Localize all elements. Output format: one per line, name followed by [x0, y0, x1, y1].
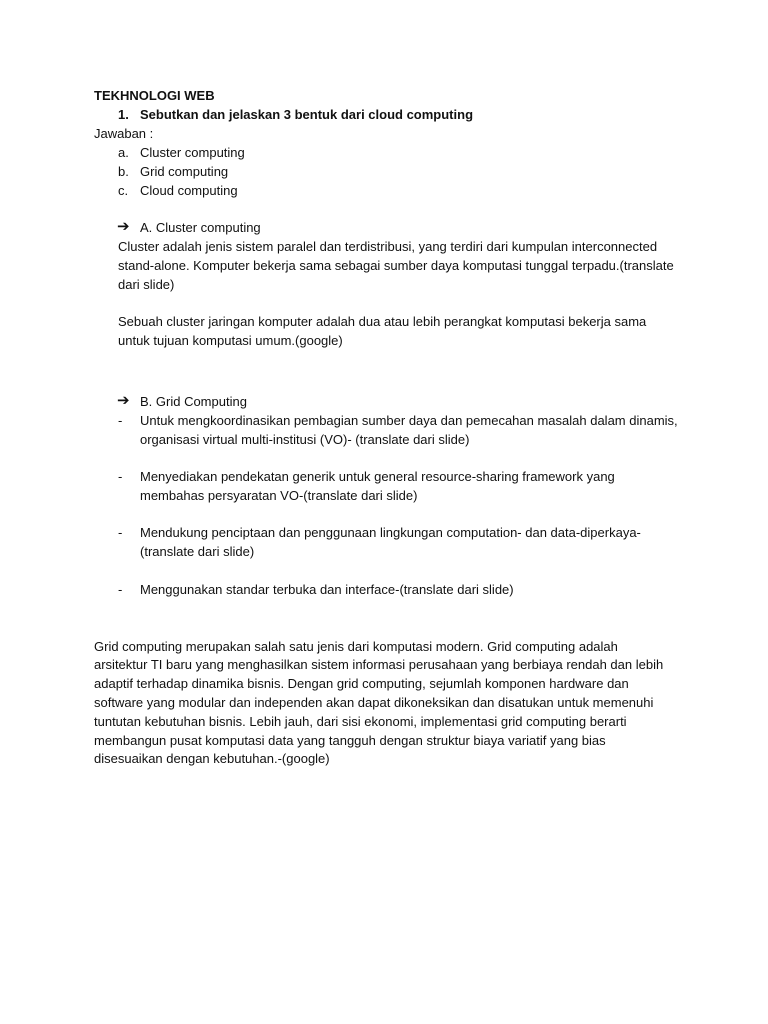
grid-paragraph-line: software yang modular dan independen akan dapat dikoneksikan dan disatukan untuk memenuhi: [94, 695, 654, 710]
answer-marker-a: a.: [118, 145, 129, 160]
grid-paragraph-line: tuntutan kebutuhan bisnis. Lebih jauh, dari sisi ekonomi, implementasi grid computing berarti: [94, 714, 627, 729]
list-item-line: (translate dari slide): [140, 544, 255, 559]
section-a-para1-line2: stand-alone. Komputer bekerja sama sebagai sumber daya komputasi tunggal terpadu.(translate: [118, 258, 674, 273]
list-item-line: Untuk mengkoordinasikan pembagian sumber daya dan pemecahan masalah dalam dinamis,: [140, 413, 678, 428]
list-item-line: Mendukung penciptaan dan penggunaan lingkungan computation- dan data-diperkaya-: [140, 525, 641, 540]
section-a-para1-line3: dari slide): [118, 277, 175, 292]
grid-paragraph-line: membangun pusat komputasi data yang tangguh dengan struktur biaya variatif yang bias: [94, 733, 606, 748]
answer-item-grid: Grid computing: [140, 164, 229, 179]
list-item-line: organisasi virtual multi-institusi (VO)- (translate dari slide): [140, 432, 470, 447]
section-a-para2-line2: untuk tujuan komputasi umum.(google): [118, 333, 343, 348]
section-a-heading: A. Cluster computing: [140, 220, 261, 235]
list-item-line: Menyediakan pendekatan generik untuk general resource-sharing framework yang: [140, 469, 615, 484]
grid-paragraph-line: arsitektur TI baru yang menghasilkan sistem informasi perusahaan yang berbiaya rendah dan lebih: [94, 657, 664, 672]
list-item-line: Menggunakan standar terbuka dan interface-(translate dari slide): [140, 582, 514, 597]
grid-paragraph-line: adaptif terhadap dinamika bisnis. Dengan grid computing, sejumlah komponen hardware dan: [94, 676, 629, 691]
list-item-line: membahas persyaratan VO-(translate dari slide): [140, 488, 418, 503]
list-item-marker: -: [118, 525, 123, 540]
answer-item-cluster: Cluster computing: [140, 145, 245, 160]
section-a-para1-line1: Cluster adalah jenis sistem paralel dan terdistribusi, yang terdiri dari kumpulan interconnected: [118, 239, 658, 254]
question-text: Sebutkan dan jelaskan 3 bentuk dari cloud computing: [140, 107, 474, 122]
section-a-para2-line1: Sebuah cluster jaringan komputer adalah dua atau lebih perangkat komputasi bekerja sama: [118, 314, 647, 329]
grid-paragraph-line: Grid computing merupakan salah satu jenis dari komputasi modern. Grid computing adalah: [94, 639, 618, 654]
arrow-right-icon: ➔: [117, 218, 130, 235]
answer-marker-c: c.: [118, 183, 129, 198]
question-number: 1.: [118, 107, 129, 122]
answer-item-cloud: Cloud computing: [140, 183, 238, 198]
answer-label: Jawaban :: [94, 126, 154, 141]
answer-marker-b: b.: [118, 164, 129, 179]
list-item-marker: -: [118, 582, 123, 597]
grid-paragraph-line: disesuaikan dengan kebutuhan.-(google): [94, 751, 330, 766]
section-b-heading: B. Grid Computing: [140, 394, 247, 409]
list-item-marker: -: [118, 413, 123, 428]
document-title: TEKHNOLOGI WEB: [94, 88, 215, 103]
arrow-right-icon: ➔: [117, 392, 130, 409]
list-item-marker: -: [118, 469, 123, 484]
